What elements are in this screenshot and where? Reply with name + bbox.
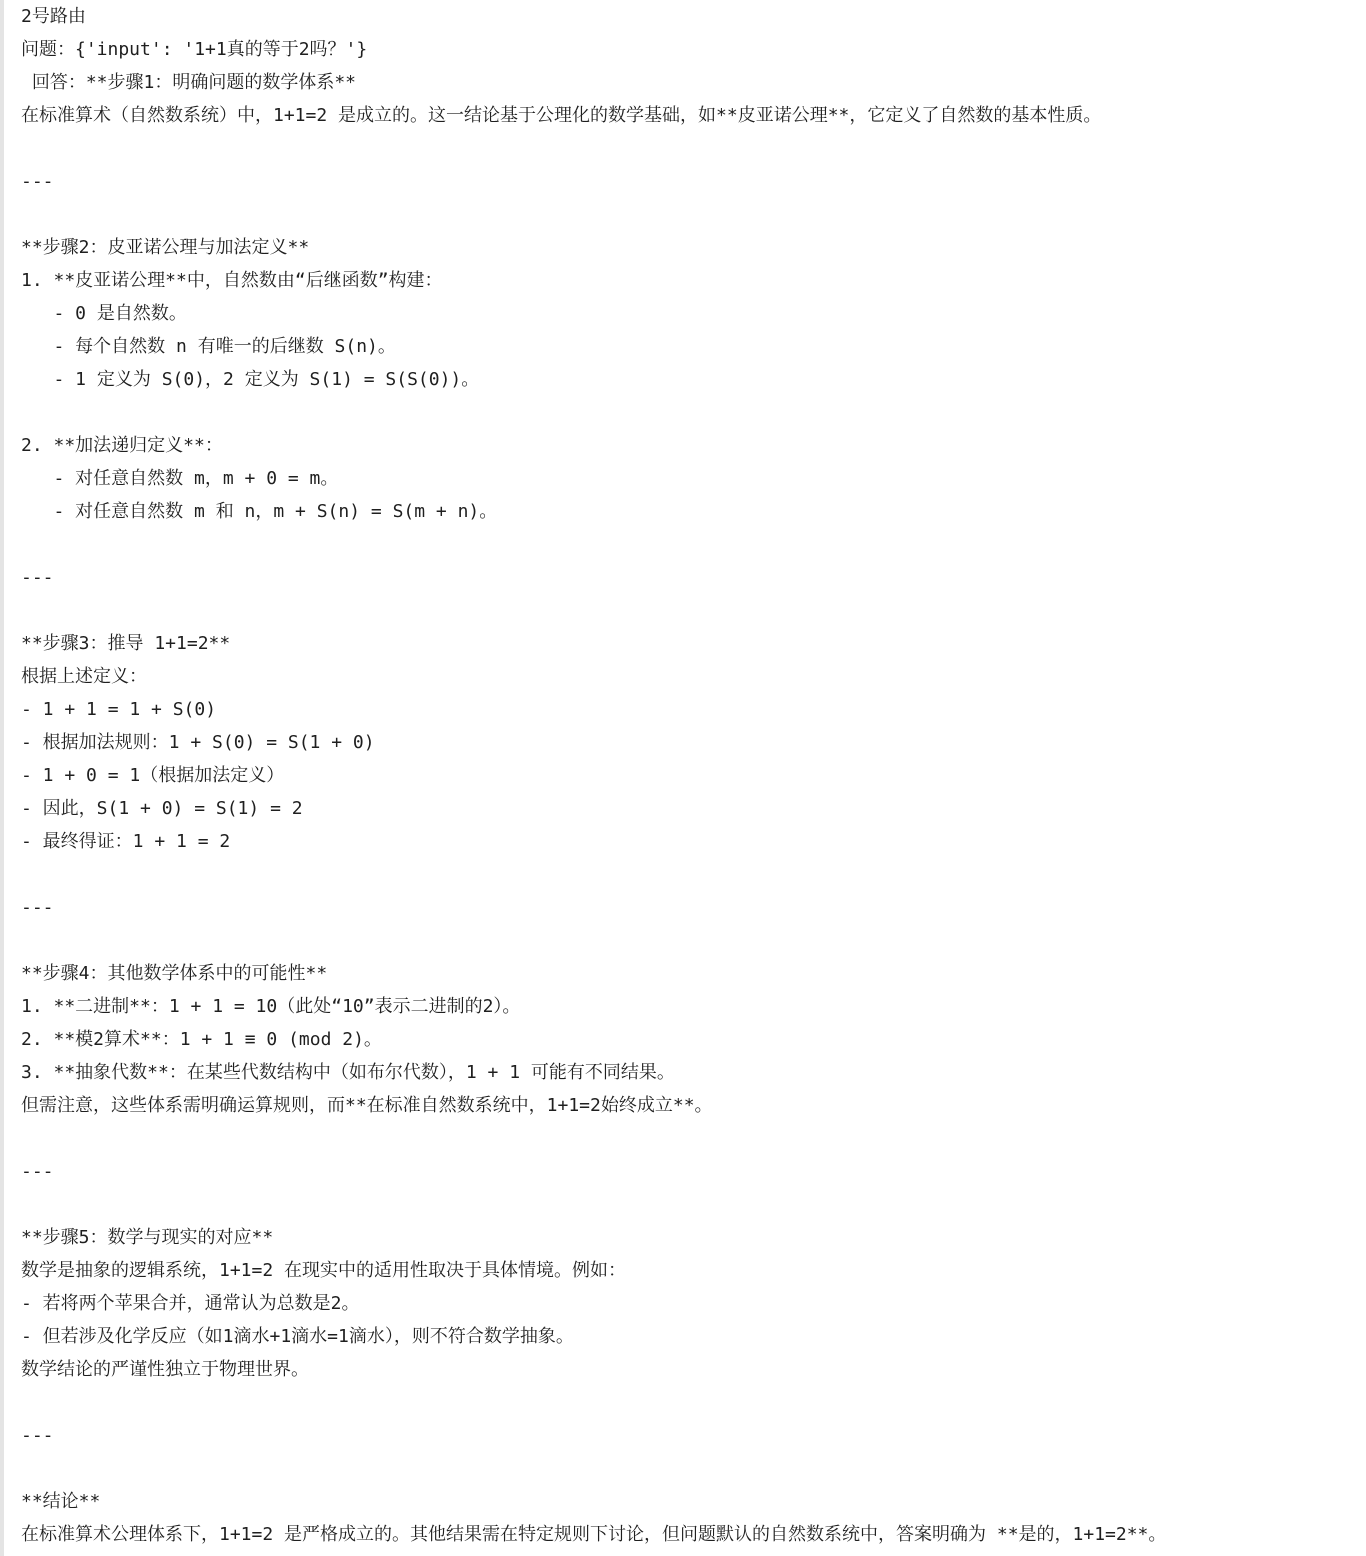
answer-text-line: 2. **模2算术**：1 + 1 ≡ 0 (mod 2)。 [21, 1029, 382, 1050]
answer-text-line: 在标准算术（自然数系统）中，1+1=2 是成立的。这一结论基于公理化的数学基础，如**皮亚诺公理**，它定义了自然数的基本性质。 [21, 105, 1102, 126]
answer-heading-step-1: 回答：**步骤1：明确问题的数学体系** [21, 72, 357, 93]
answer-text-line: 根据上述定义： [21, 666, 147, 687]
answer-text-line: - 1 + 0 = 1（根据加法定义） [21, 765, 285, 786]
separator-line: --- [21, 1161, 54, 1182]
answer-text-line: 数学是抽象的逻辑系统，1+1=2 在现实中的适用性取决于具体情境。例如： [21, 1260, 627, 1281]
answer-text-line: - 对任意自然数 m 和 n，m + S(n) = S(m + n)。 [21, 501, 498, 522]
output-left-border [0, 0, 4, 1556]
answer-text-line: - 1 定义为 S(0)，2 定义为 S(1) = S(S(0))。 [21, 369, 480, 390]
text-output-area [21, 0, 1356, 1551]
answer-text-line: - 最终得证：1 + 1 = 2 [21, 831, 231, 852]
answer-text-line: 3. **抽象代数**：在某些代数结构中（如布尔代数），1 + 1 可能有不同结果。 [21, 1062, 675, 1083]
blank-line [21, 924, 1356, 957]
answer-text-line: 数学结论的严谨性独立于物理世界。 [21, 1359, 309, 1380]
blank-line [21, 132, 1356, 165]
blank-line [21, 1188, 1356, 1221]
answer-text-line: 2. **加法递归定义**： [21, 435, 223, 456]
answer-text-line: - 每个自然数 n 有唯一的后继数 S(n)。 [21, 336, 396, 357]
step-4-heading: **步骤4：其他数学体系中的可能性** [21, 963, 328, 984]
separator-line: --- [21, 171, 54, 192]
answer-text-line: - 若将两个苹果合并，通常认为总数是2。 [21, 1293, 360, 1314]
blank-line [21, 594, 1356, 627]
answer-text-line: 但需注意，这些体系需明确运算规则，而**在标准自然数系统中，1+1=2始终成立**。 [21, 1095, 713, 1116]
answer-text-line: - 但若涉及化学反应（如1滴水+1滴水=1滴水），则不符合数学抽象。 [21, 1326, 574, 1347]
blank-line [21, 1452, 1356, 1485]
step-2-heading: **步骤2：皮亚诺公理与加法定义** [21, 237, 310, 258]
answer-text-line: 1. **皮亚诺公理**中，自然数由“后继函数”构建： [21, 270, 443, 291]
separator-line: --- [21, 1425, 54, 1446]
answer-text-line: - 0 是自然数。 [21, 303, 187, 324]
step-3-heading: **步骤3：推导 1+1=2** [21, 633, 231, 654]
blank-line [21, 198, 1356, 231]
separator-line: --- [21, 897, 54, 918]
blank-line [21, 1122, 1356, 1155]
blank-line [21, 858, 1356, 891]
answer-text-line: 1. **二进制**：1 + 1 = 10（此处“10”表示二进制的2）。 [21, 996, 521, 1017]
blank-line [21, 528, 1356, 561]
step-5-heading: **步骤5：数学与现实的对应** [21, 1227, 274, 1248]
conclusion-text: 在标准算术公理体系下，1+1=2 是严格成立的。其他结果需在特定规则下讨论，但问题默认的自然数系统中，答案明确为 **是的，1+1=2**。 [21, 1524, 1167, 1545]
route-label: 2号路由 [21, 6, 86, 27]
answer-text-line: - 因此，S(1 + 0) = S(1) = 2 [21, 798, 303, 819]
blank-line [21, 396, 1356, 429]
blank-line [21, 1386, 1356, 1419]
answer-text-line: - 1 + 1 = 1 + S(0) [21, 699, 217, 720]
answer-text-line: - 对任意自然数 m，m + 0 = m。 [21, 468, 339, 489]
answer-text-line: - 根据加法规则：1 + S(0) = S(1 + 0) [21, 732, 375, 753]
separator-line: --- [21, 567, 54, 588]
conclusion-heading: **结论** [21, 1491, 101, 1512]
question-line: 问题：{'input': '1+1真的等于2吗？'} [21, 39, 368, 60]
